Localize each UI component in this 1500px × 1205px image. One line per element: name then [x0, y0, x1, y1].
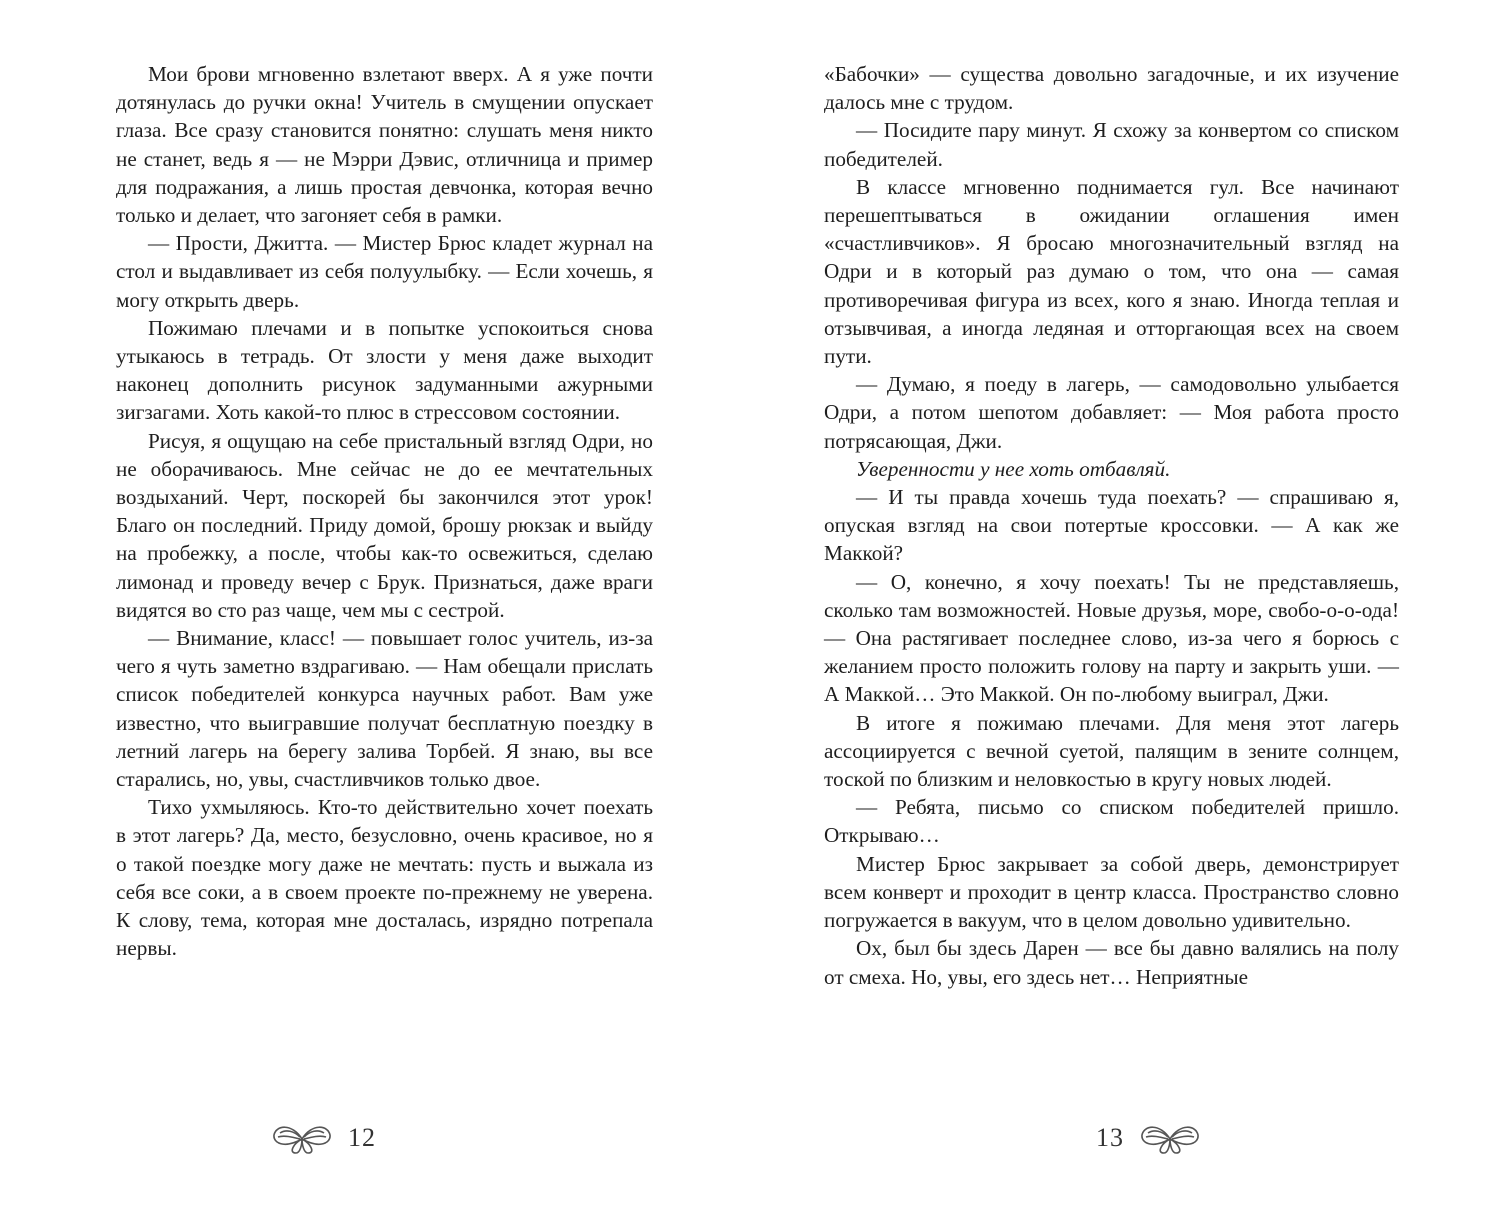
- butterfly-ornament-icon: [270, 1121, 334, 1155]
- italic-text: Уверенности у нее хоть отбавляй.: [856, 456, 1171, 481]
- page-number: 13: [1096, 1123, 1124, 1152]
- paragraph: Пожимаю плечами и в попытке успокоиться снова утыкаюсь в тетрадь. От злости у меня даже выходит наконец дополнить рисунок задуманными ажурными зигзагами. Хоть какой-то плюс в стрессовом состоянии.: [116, 315, 653, 425]
- paragraph: — О, конечно, я хочу поехать! Ты не представляешь, сколько там возможностей. Новые друзья, море, свобо-о-о-ода! — Она растягивает последнее слово, из-за чего я борюсь с желанием просто положить голову на парту и закрыть уши. — А Маккой… Это Маккой. Он по-любому выиграл, Джи.: [824, 569, 1399, 707]
- left-page: [116, 60, 653, 1190]
- paragraph: «Бабочки» — существа довольно загадочные, и их изучение далось мне с трудом.: [824, 62, 1399, 115]
- paragraph: — Прости, Джитта. — Мистер Брюс кладет журнал на стол и выдавливает из себя полуулыбку. — Если хочешь, я могу открыть дверь.: [116, 231, 653, 312]
- paragraph: Мистер Брюс закрывает за собой дверь, демонстрирует всем конверт и проходит в центр класса. Пространство словно погружается в вакуум, что в целом довольно удивительно.: [824, 851, 1399, 933]
- left-page-text: [116, 60, 653, 963]
- paragraph: [824, 455, 1399, 483]
- right-page-text: [824, 60, 1399, 991]
- left-page-footer: [270, 1118, 376, 1158]
- butterfly-ornament-icon: [1138, 1121, 1202, 1155]
- paragraph: — Думаю, я поеду в лагерь, — самодовольно улыбается Одри, а потом шепотом добавляет: — Моя работа просто потрясающая, Джи.: [824, 372, 1399, 453]
- page-number: 12: [348, 1123, 376, 1152]
- paragraph: В классе мгновенно поднимается гул. Все начинают перешептываться в ожидании оглашения имен «счастливчиков». Я бросаю многозначительный взгляд на Одри и в который раз думаю о том, что она — самая противоречивая фигура из всех, кого я знаю. Иногда теплая и отзывчивая, а иногда ледяная и отторгающая всех на своем пути.: [824, 174, 1399, 369]
- right-page: [824, 60, 1399, 1190]
- paragraph: Ох, был бы здесь Дарен — все бы давно валялись на полу от смеха. Но, увы, его здесь нет… Неприятные: [824, 936, 1399, 989]
- paragraph: Мои брови мгновенно взлетают вверх. А я уже почти дотянулась до ручки окна! Учитель в смущении опускает глаза. Все сразу становится понятно: слушать меня никто не станет, ведь я — не Мэрри Дэвис, отличница и пример для подражания, а лишь простая девчонка, которая вечно только и делает, что загоняет себя в рамки.: [116, 62, 653, 228]
- paragraph: — Внимание, класс! — повышает голос учитель, из-за чего я чуть заметно вздрагиваю. — Нам обещали прислать список победителей конкурса научных работ. Вам уже известно, что выигравшие получат бесплатную поездку в летний лагерь на берегу залива Торбей. Я знаю, вы все старались, но, увы, счастливчиков только двое.: [116, 626, 653, 792]
- right-page-footer: [1096, 1118, 1202, 1158]
- paragraph: — И ты правда хочешь туда поехать? — спрашиваю я, опуская взгляд на свои потертые кроссовки. — А как же Маккой?: [824, 485, 1399, 566]
- paragraph: Рисуя, я ощущаю на себе пристальный взгляд Одри, но не оборачиваюсь. Мне сейчас не до ее мечтательных воздыханий. Черт, поскорей бы закончился этот урок! Благо он последний. Приду домой, брошу рюкзак и выйду на пробежку, а после, чтобы как-то освежиться, сделаю лимонад и проведу вечер с Брук. Признаться, даже враги видятся во сто раз чаще, чем мы с сестрой.: [116, 428, 653, 622]
- paragraph: — Ребята, письмо со списком победителей пришло. Открываю…: [824, 795, 1399, 848]
- paragraph: Тихо ухмыляюсь. Кто-то действительно хочет поехать в этот лагерь? Да, место, безусловно, очень красивое, но я о такой поездке могу даже не мечтать: пусть и выжала из себя все соки, а в своем проекте по-прежнему не уверена. К слову, тема, которая мне досталась, изрядно потрепала нервы.: [116, 795, 653, 961]
- paragraph: В итоге я пожимаю плечами. Для меня этот лагерь ассоциируется с вечной суетой, палящим в зените солнцем, тоской по близким и неловкостью в кругу новых людей.: [824, 710, 1399, 792]
- paragraph: — Посидите пару минут. Я схожу за конвертом со списком победителей.: [824, 118, 1399, 171]
